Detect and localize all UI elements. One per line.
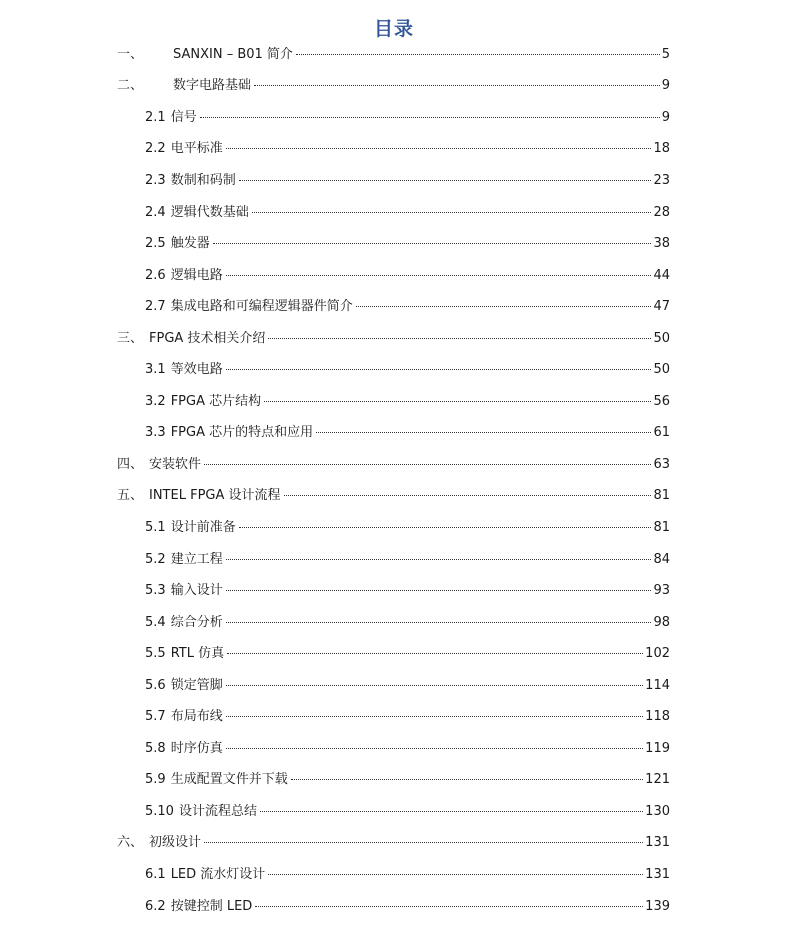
- toc-dot-leader: [239, 527, 652, 528]
- toc-list: [0, 39, 788, 922]
- toc-entry[interactable]: [0, 449, 788, 481]
- toc-entry-label: 初级设计: [149, 835, 202, 851]
- toc-dot-leader: [226, 622, 652, 623]
- toc-dot-leader: [255, 906, 643, 907]
- toc-entry-number: 2.2: [145, 141, 166, 157]
- toc-entry-label: 逻辑电路: [170, 267, 223, 283]
- toc-entry-number: 5.3: [145, 583, 166, 599]
- toc-entry-number: 一、: [117, 46, 144, 62]
- toc-entry[interactable]: [0, 607, 788, 639]
- toc-entry-number: 3.3: [145, 425, 166, 441]
- toc-dot-leader: [226, 275, 652, 276]
- toc-dot-leader: [254, 85, 660, 86]
- toc-dot-leader: [226, 716, 643, 717]
- toc-entry-number: 5.7: [145, 709, 166, 725]
- toc-entry-label: 布局布线: [170, 709, 223, 725]
- toc-entry-page: 9: [661, 78, 670, 94]
- toc-entry[interactable]: [0, 575, 788, 607]
- toc-entry[interactable]: [0, 796, 788, 828]
- toc-entry-label: 数制和码制: [170, 172, 236, 188]
- toc-dot-leader: [204, 842, 643, 843]
- toc-entry-page: 28: [653, 204, 670, 220]
- toc-entry-page: 131: [645, 866, 670, 882]
- toc-entry-number: 6.1: [145, 866, 166, 882]
- toc-entry-label: 逻辑代数基础: [170, 204, 249, 220]
- toc-entry-label: RTL 仿真: [170, 646, 225, 662]
- toc-entry-page: 121: [645, 772, 670, 788]
- toc-entry-label: 综合分析: [170, 614, 223, 630]
- toc-dot-leader: [316, 432, 651, 433]
- toc-entry-label: 数字电路基础: [173, 78, 252, 94]
- toc-entry-label: INTEL FPGA 设计流程: [149, 488, 281, 504]
- toc-entry[interactable]: [0, 71, 788, 103]
- toc-entry[interactable]: [0, 859, 788, 891]
- toc-dot-leader: [204, 464, 651, 465]
- toc-entry-number: 5.1: [145, 519, 166, 535]
- toc-entry-page: 114: [645, 677, 670, 693]
- toc-dot-leader: [296, 54, 660, 55]
- toc-entry-number: 2.7: [145, 299, 166, 315]
- toc-entry-label: 锁定管脚: [170, 677, 223, 693]
- toc-entry[interactable]: [0, 102, 788, 134]
- toc-entry-label: SANXIN – B01 简介: [173, 46, 293, 62]
- toc-entry-page: 61: [653, 425, 670, 441]
- toc-entry-number: 3.1: [145, 362, 166, 378]
- toc-entry[interactable]: [0, 765, 788, 797]
- toc-entry-number: 五、: [117, 488, 144, 504]
- toc-entry-label: FPGA 技术相关介绍: [149, 330, 266, 346]
- toc-entry-number: 5.6: [145, 677, 166, 693]
- toc-dot-leader: [268, 874, 643, 875]
- toc-entry-page: 63: [653, 456, 670, 472]
- toc-entry-number: 5.5: [145, 646, 166, 662]
- toc-entry-page: 131: [645, 835, 670, 851]
- toc-entry[interactable]: [0, 670, 788, 702]
- toc-entry-page: 84: [653, 551, 670, 567]
- toc-entry[interactable]: [0, 828, 788, 860]
- toc-entry-page: 38: [653, 236, 670, 252]
- toc-entry-label: 集成电路和可编程逻辑器件简介: [170, 299, 353, 315]
- toc-dot-leader: [284, 495, 652, 496]
- toc-dot-leader: [226, 148, 652, 149]
- toc-dot-leader: [200, 117, 660, 118]
- toc-entry-page: 119: [645, 740, 670, 756]
- toc-entry-page: 81: [653, 488, 670, 504]
- toc-dot-leader: [226, 685, 643, 686]
- toc-entry-label: 电平标准: [170, 141, 223, 157]
- toc-entry-label: FPGA 芯片结构: [170, 393, 262, 409]
- toc-entry-page: 47: [653, 299, 670, 315]
- toc-entry-page: 118: [645, 709, 670, 725]
- toc-dot-leader: [226, 590, 652, 591]
- toc-entry[interactable]: [0, 891, 788, 923]
- toc-dot-leader: [356, 306, 652, 307]
- toc-title: 目录: [373, 18, 414, 40]
- toc-entry-label: 建立工程: [170, 551, 223, 567]
- toc-entry[interactable]: [0, 260, 788, 292]
- toc-entry-label: 设计前准备: [170, 519, 236, 535]
- toc-entry-number: 2.4: [145, 204, 166, 220]
- toc-entry[interactable]: [0, 291, 788, 323]
- toc-entry-number: 2.5: [145, 236, 166, 252]
- toc-entry[interactable]: [0, 512, 788, 544]
- toc-dot-leader: [226, 748, 643, 749]
- toc-entry[interactable]: [0, 386, 788, 418]
- toc-entry-label: 时序仿真: [170, 740, 223, 756]
- toc-entry-number: 6.2: [145, 898, 166, 914]
- toc-entry-page: 5: [661, 46, 670, 62]
- toc-entry[interactable]: [0, 544, 788, 576]
- toc-dot-leader: [252, 212, 652, 213]
- toc-dot-leader: [239, 180, 652, 181]
- toc-entry[interactable]: [0, 418, 788, 450]
- toc-entry-page: 18: [653, 141, 670, 157]
- toc-entry-page: 98: [653, 614, 670, 630]
- toc-entry-label: LED 流水灯设计: [170, 866, 266, 882]
- toc-entry-page: 44: [653, 267, 670, 283]
- toc-entry-label: 生成配置文件并下载: [170, 772, 288, 788]
- toc-dot-leader: [227, 653, 643, 654]
- toc-entry-number: 2.6: [145, 267, 166, 283]
- toc-entry-number: 2.3: [145, 172, 166, 188]
- toc-entry-number: 六、: [117, 835, 144, 851]
- toc-entry-page: 93: [653, 583, 670, 599]
- toc-entry-page: 9: [661, 109, 670, 125]
- toc-entry[interactable]: [0, 165, 788, 197]
- toc-entry-label: FPGA 芯片的特点和应用: [170, 425, 314, 441]
- toc-entry-number: 四、: [117, 456, 144, 472]
- toc-entry[interactable]: [0, 354, 788, 386]
- toc-entry[interactable]: [0, 39, 788, 71]
- toc-entry-number: 2.1: [145, 109, 166, 125]
- toc-entry-number: 5.8: [145, 740, 166, 756]
- toc-entry[interactable]: [0, 481, 788, 513]
- toc-entry-page: 81: [653, 519, 670, 535]
- toc-entry-page: 50: [653, 330, 670, 346]
- toc-entry[interactable]: [0, 134, 788, 166]
- toc-dot-leader: [268, 338, 651, 339]
- toc-entry-page: 102: [645, 646, 670, 662]
- toc-entry-label: 输入设计: [170, 583, 223, 599]
- toc-entry-label: 安装软件: [149, 456, 202, 472]
- toc-dot-leader: [213, 243, 652, 244]
- toc-dot-leader: [260, 811, 643, 812]
- toc-dot-leader: [226, 559, 652, 560]
- toc-entry[interactable]: [0, 323, 788, 355]
- toc-dot-leader: [226, 369, 652, 370]
- toc-entry-number: 5.4: [145, 614, 166, 630]
- toc-entry[interactable]: [0, 701, 788, 733]
- toc-entry-number: 二、: [117, 78, 144, 94]
- toc-entry-page: 50: [653, 362, 670, 378]
- toc-entry-number: 三、: [117, 330, 144, 346]
- toc-entry-number: 5.10: [145, 803, 174, 819]
- toc-entry-label: 信号: [170, 109, 197, 125]
- toc-entry-label: 按键控制 LED: [170, 898, 253, 914]
- toc-dot-leader: [291, 779, 643, 780]
- toc-entry[interactable]: [0, 197, 788, 229]
- toc-entry[interactable]: [0, 638, 788, 670]
- toc-entry-page: 130: [645, 803, 670, 819]
- toc-entry-page: 23: [653, 172, 670, 188]
- toc-entry-number: 3.2: [145, 393, 166, 409]
- toc-entry-page: 56: [653, 393, 670, 409]
- toc-entry-number: 5.9: [145, 772, 166, 788]
- toc-entry-number: 5.2: [145, 551, 166, 567]
- toc-entry-page: 139: [645, 898, 670, 914]
- toc-entry-label: 设计流程总结: [178, 803, 257, 819]
- toc-entry-label: 触发器: [170, 236, 210, 252]
- toc-dot-leader: [264, 401, 651, 402]
- toc-entry-label: 等效电路: [170, 362, 223, 378]
- toc-entry[interactable]: [0, 228, 788, 260]
- toc-entry[interactable]: [0, 733, 788, 765]
